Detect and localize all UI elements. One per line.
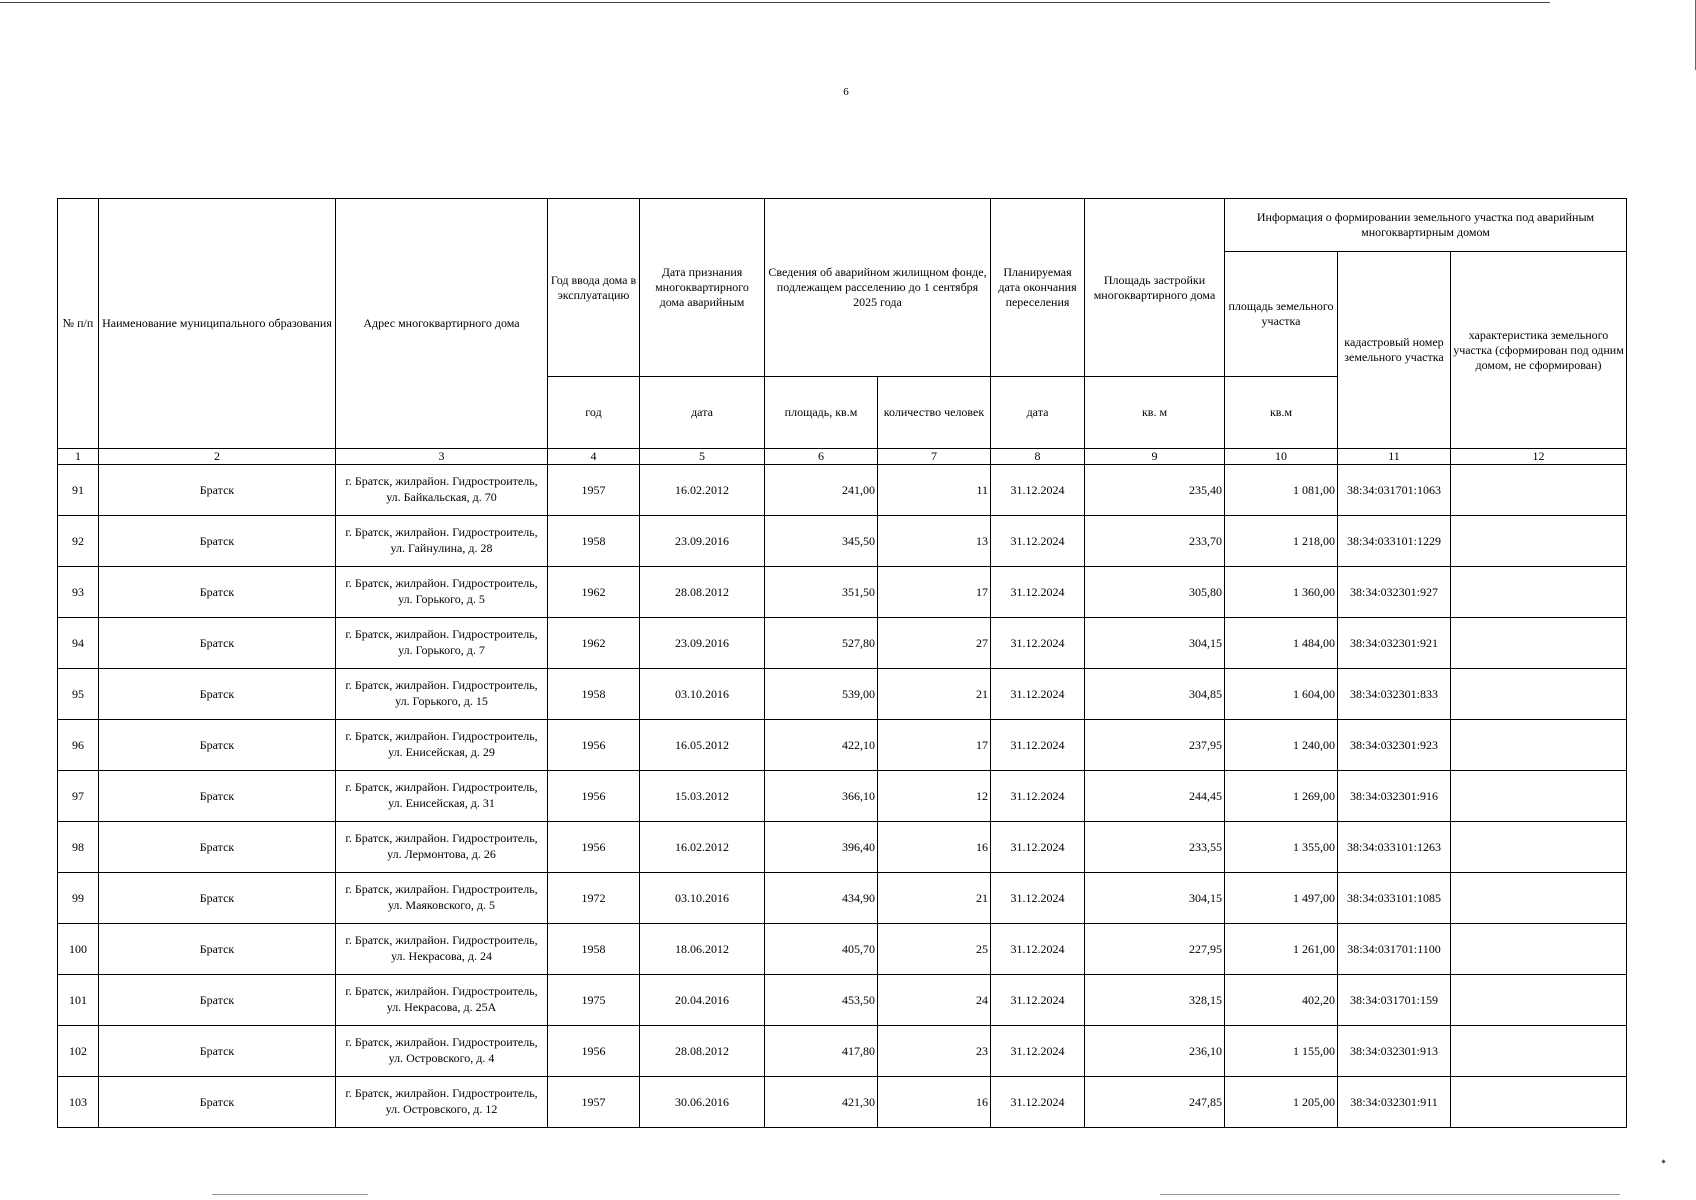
area-cell: 366,10 [765, 771, 878, 822]
row-number: 93 [58, 567, 99, 618]
planned-date-cell: 31.12.2024 [991, 822, 1085, 873]
land-area-cell: 402,20 [1225, 975, 1338, 1026]
cadastral-number-cell: 38:34:031701:159 [1338, 975, 1451, 1026]
table-row [58, 618, 1627, 669]
table-row [58, 822, 1627, 873]
area-cell: 405,70 [765, 924, 878, 975]
year-cell: 1975 [548, 975, 640, 1026]
bottom-scan-rule [1160, 1194, 1620, 1195]
table-row [58, 516, 1627, 567]
table-row [58, 669, 1627, 720]
header-municipality: Наименование муниципального образования [99, 199, 336, 449]
column-number: 6 [765, 449, 878, 465]
year-cell: 1958 [548, 669, 640, 720]
column-number: 1 [58, 449, 99, 465]
header-land-characteristic: характеристика земельного участка (сформирован под одним домом, не сформирован) [1451, 252, 1627, 449]
recognition-date-cell: 16.02.2012 [640, 465, 765, 516]
table-row [58, 975, 1627, 1026]
table-row [58, 924, 1627, 975]
built-area-cell: 236,10 [1085, 1026, 1225, 1077]
header-housing-fund: Сведения об аварийном жилищном фонде, подлежащем расселению до 1 сентября 2025 года [765, 199, 991, 377]
header-address: Адрес многоквартирного дома [336, 199, 548, 449]
year-cell: 1957 [548, 1077, 640, 1128]
area-cell: 434,90 [765, 873, 878, 924]
scan-mark [1661, 1159, 1665, 1163]
built-area-cell: 304,85 [1085, 669, 1225, 720]
land-area-cell: 1 360,00 [1225, 567, 1338, 618]
recognition-date-cell: 16.05.2012 [640, 720, 765, 771]
table-row [58, 873, 1627, 924]
area-cell: 539,00 [765, 669, 878, 720]
built-area-cell: 328,15 [1085, 975, 1225, 1026]
cadastral-number-cell: 38:34:031701:1100 [1338, 924, 1451, 975]
people-count-cell: 17 [878, 720, 991, 771]
address-cell: г. Братск, жилрайон. Гидростроитель, ул. Горького, д. 5 [336, 567, 548, 618]
built-area-cell: 305,80 [1085, 567, 1225, 618]
top-scan-rule [0, 2, 1550, 3]
row-number: 96 [58, 720, 99, 771]
header-planned-date: Планируемая дата окончания переселения [991, 199, 1085, 377]
cadastral-number-cell: 38:34:032301:921 [1338, 618, 1451, 669]
people-count-cell: 17 [878, 567, 991, 618]
land-characteristic-cell [1451, 567, 1627, 618]
year-cell: 1956 [548, 771, 640, 822]
recognition-date-cell: 18.06.2012 [640, 924, 765, 975]
header-year: Год ввода дома в эксплуатацию [548, 199, 640, 377]
land-area-cell: 1 497,00 [1225, 873, 1338, 924]
people-count-cell: 13 [878, 516, 991, 567]
area-cell: 527,80 [765, 618, 878, 669]
address-cell: г. Братск, жилрайон. Гидростроитель, ул. Некрасова, д. 24 [336, 924, 548, 975]
planned-date-cell: 31.12.2024 [991, 669, 1085, 720]
land-characteristic-cell [1451, 516, 1627, 567]
row-number: 102 [58, 1026, 99, 1077]
row-number: 98 [58, 822, 99, 873]
area-cell: 421,30 [765, 1077, 878, 1128]
planned-date-cell: 31.12.2024 [991, 516, 1085, 567]
built-area-cell: 304,15 [1085, 873, 1225, 924]
planned-date-cell: 31.12.2024 [991, 873, 1085, 924]
people-count-cell: 21 [878, 873, 991, 924]
unit-planned-date: дата [991, 377, 1085, 449]
area-cell: 396,40 [765, 822, 878, 873]
land-area-cell: 1 604,00 [1225, 669, 1338, 720]
land-area-cell: 1 484,00 [1225, 618, 1338, 669]
planned-date-cell: 31.12.2024 [991, 1026, 1085, 1077]
cadastral-number-cell: 38:34:033101:1229 [1338, 516, 1451, 567]
people-count-cell: 16 [878, 822, 991, 873]
municipality-cell: Братск [99, 567, 336, 618]
row-number: 97 [58, 771, 99, 822]
municipality-cell: Братск [99, 924, 336, 975]
land-area-cell: 1 261,00 [1225, 924, 1338, 975]
planned-date-cell: 31.12.2024 [991, 924, 1085, 975]
row-number: 91 [58, 465, 99, 516]
area-cell: 417,80 [765, 1026, 878, 1077]
land-area-cell: 1 240,00 [1225, 720, 1338, 771]
row-number: 92 [58, 516, 99, 567]
municipality-cell: Братск [99, 873, 336, 924]
year-cell: 1962 [548, 618, 640, 669]
municipality-cell: Братск [99, 975, 336, 1026]
column-number: 10 [1225, 449, 1338, 465]
address-cell: г. Братск, жилрайон. Гидростроитель, ул. Некрасова, д. 25А [336, 975, 548, 1026]
address-cell: г. Братск, жилрайон. Гидростроитель, ул. Гайнулина, д. 28 [336, 516, 548, 567]
municipality-cell: Братск [99, 618, 336, 669]
cadastral-number-cell: 38:34:032301:913 [1338, 1026, 1451, 1077]
year-cell: 1956 [548, 720, 640, 771]
row-number: 103 [58, 1077, 99, 1128]
table-row [58, 720, 1627, 771]
cadastral-number-cell: 38:34:032301:916 [1338, 771, 1451, 822]
recognition-date-cell: 16.02.2012 [640, 822, 765, 873]
column-number: 12 [1451, 449, 1627, 465]
planned-date-cell: 31.12.2024 [991, 465, 1085, 516]
page-number: 6 [843, 86, 849, 98]
table-row [58, 771, 1627, 822]
people-count-cell: 12 [878, 771, 991, 822]
recognition-date-cell: 15.03.2012 [640, 771, 765, 822]
cadastral-number-cell: 38:34:033101:1263 [1338, 822, 1451, 873]
unit-built-area: кв. м [1085, 377, 1225, 449]
built-area-cell: 237,95 [1085, 720, 1225, 771]
address-cell: г. Братск, жилрайон. Гидростроитель, ул. Островского, д. 4 [336, 1026, 548, 1077]
land-characteristic-cell [1451, 1077, 1627, 1128]
recognition-date-cell: 30.06.2016 [640, 1077, 765, 1128]
cadastral-number-cell: 38:34:032301:911 [1338, 1077, 1451, 1128]
unit-area: площадь, кв.м [765, 377, 878, 449]
header-land-area: площадь земельного участка [1225, 252, 1338, 377]
recognition-date-cell: 03.10.2016 [640, 873, 765, 924]
address-cell: г. Братск, жилрайон. Гидростроитель, ул. Лермонтова, д. 26 [336, 822, 548, 873]
land-area-cell: 1 155,00 [1225, 1026, 1338, 1077]
column-number-row [58, 449, 1627, 465]
address-cell: г. Братск, жилрайон. Гидростроитель, ул. Горького, д. 15 [336, 669, 548, 720]
address-cell: г. Братск, жилрайон. Гидростроитель, ул. Енисейская, д. 29 [336, 720, 548, 771]
table-row [58, 465, 1627, 516]
built-area-cell: 244,45 [1085, 771, 1225, 822]
people-count-cell: 11 [878, 465, 991, 516]
column-number: 7 [878, 449, 991, 465]
municipality-cell: Братск [99, 771, 336, 822]
row-number: 95 [58, 669, 99, 720]
land-area-cell: 1 269,00 [1225, 771, 1338, 822]
address-cell: г. Братск, жилрайон. Гидростроитель, ул. Байкальская, д. 70 [336, 465, 548, 516]
emergency-housing-table [57, 198, 1627, 1128]
column-number: 3 [336, 449, 548, 465]
column-number: 5 [640, 449, 765, 465]
land-area-cell: 1 218,00 [1225, 516, 1338, 567]
column-number: 4 [548, 449, 640, 465]
municipality-cell: Братск [99, 669, 336, 720]
built-area-cell: 227,95 [1085, 924, 1225, 975]
year-cell: 1972 [548, 873, 640, 924]
planned-date-cell: 31.12.2024 [991, 618, 1085, 669]
built-area-cell: 247,85 [1085, 1077, 1225, 1128]
unit-date: дата [640, 377, 765, 449]
built-area-cell: 235,40 [1085, 465, 1225, 516]
people-count-cell: 24 [878, 975, 991, 1026]
table-row [58, 1026, 1627, 1077]
planned-date-cell: 31.12.2024 [991, 975, 1085, 1026]
row-number: 94 [58, 618, 99, 669]
column-number: 11 [1338, 449, 1451, 465]
people-count-cell: 16 [878, 1077, 991, 1128]
land-characteristic-cell [1451, 873, 1627, 924]
municipality-cell: Братск [99, 1077, 336, 1128]
unit-people: количество человек [878, 377, 991, 449]
municipality-cell: Братск [99, 720, 336, 771]
municipality-cell: Братск [99, 465, 336, 516]
cadastral-number-cell: 38:34:031701:1063 [1338, 465, 1451, 516]
year-cell: 1957 [548, 465, 640, 516]
year-cell: 1956 [548, 1026, 640, 1077]
municipality-cell: Братск [99, 1026, 336, 1077]
land-area-cell: 1 355,00 [1225, 822, 1338, 873]
recognition-date-cell: 23.09.2016 [640, 618, 765, 669]
year-cell: 1958 [548, 924, 640, 975]
cadastral-number-cell: 38:34:032301:833 [1338, 669, 1451, 720]
recognition-date-cell: 28.08.2012 [640, 567, 765, 618]
land-characteristic-cell [1451, 465, 1627, 516]
recognition-date-cell: 20.04.2016 [640, 975, 765, 1026]
people-count-cell: 21 [878, 669, 991, 720]
municipality-cell: Братск [99, 822, 336, 873]
cadastral-number-cell: 38:34:033101:1085 [1338, 873, 1451, 924]
header-built-area: Площадь застройки многоквартирного дома [1085, 199, 1225, 377]
built-area-cell: 233,55 [1085, 822, 1225, 873]
header-land-info: Информация о формировании земельного участка под аварийным многоквартирным домом [1225, 199, 1627, 252]
land-area-cell: 1 081,00 [1225, 465, 1338, 516]
planned-date-cell: 31.12.2024 [991, 771, 1085, 822]
land-characteristic-cell [1451, 924, 1627, 975]
address-cell: г. Братск, жилрайон. Гидростроитель, ул. Маяковского, д. 5 [336, 873, 548, 924]
land-characteristic-cell [1451, 822, 1627, 873]
row-number: 99 [58, 873, 99, 924]
land-characteristic-cell [1451, 618, 1627, 669]
area-cell: 241,00 [765, 465, 878, 516]
area-cell: 345,50 [765, 516, 878, 567]
year-cell: 1958 [548, 516, 640, 567]
bottom-scan-rule [212, 1194, 368, 1195]
land-characteristic-cell [1451, 771, 1627, 822]
unit-land-area: кв.м [1225, 377, 1338, 449]
data-rows [58, 465, 1627, 1128]
address-cell: г. Братск, жилрайон. Гидростроитель, ул. Горького, д. 7 [336, 618, 548, 669]
row-number: 100 [58, 924, 99, 975]
unit-year: год [548, 377, 640, 449]
built-area-cell: 304,15 [1085, 618, 1225, 669]
year-cell: 1956 [548, 822, 640, 873]
column-number: 2 [99, 449, 336, 465]
recognition-date-cell: 03.10.2016 [640, 669, 765, 720]
area-cell: 351,50 [765, 567, 878, 618]
cadastral-number-cell: 38:34:032301:927 [1338, 567, 1451, 618]
recognition-date-cell: 28.08.2012 [640, 1026, 765, 1077]
year-cell: 1962 [548, 567, 640, 618]
row-number: 101 [58, 975, 99, 1026]
people-count-cell: 23 [878, 1026, 991, 1077]
cadastral-number-cell: 38:34:032301:923 [1338, 720, 1451, 771]
table-row [58, 567, 1627, 618]
land-characteristic-cell [1451, 975, 1627, 1026]
land-characteristic-cell [1451, 720, 1627, 771]
municipality-cell: Братск [99, 516, 336, 567]
people-count-cell: 27 [878, 618, 991, 669]
header-cadastral: кадастровый номер земельного участка [1338, 252, 1451, 449]
planned-date-cell: 31.12.2024 [991, 567, 1085, 618]
people-count-cell: 25 [878, 924, 991, 975]
land-characteristic-cell [1451, 669, 1627, 720]
table-row [58, 1077, 1627, 1128]
area-cell: 453,50 [765, 975, 878, 1026]
header-num: № п/п [58, 199, 99, 449]
column-number: 8 [991, 449, 1085, 465]
address-cell: г. Братск, жилрайон. Гидростроитель, ул. Островского, д. 12 [336, 1077, 548, 1128]
built-area-cell: 233,70 [1085, 516, 1225, 567]
planned-date-cell: 31.12.2024 [991, 1077, 1085, 1128]
land-characteristic-cell [1451, 1026, 1627, 1077]
address-cell: г. Братск, жилрайон. Гидростроитель, ул. Енисейская, д. 31 [336, 771, 548, 822]
column-number: 9 [1085, 449, 1225, 465]
recognition-date-cell: 23.09.2016 [640, 516, 765, 567]
area-cell: 422,10 [765, 720, 878, 771]
planned-date-cell: 31.12.2024 [991, 720, 1085, 771]
header-recognition-date: Дата признания многоквартирного дома аварийным [640, 199, 765, 377]
land-area-cell: 1 205,00 [1225, 1077, 1338, 1128]
